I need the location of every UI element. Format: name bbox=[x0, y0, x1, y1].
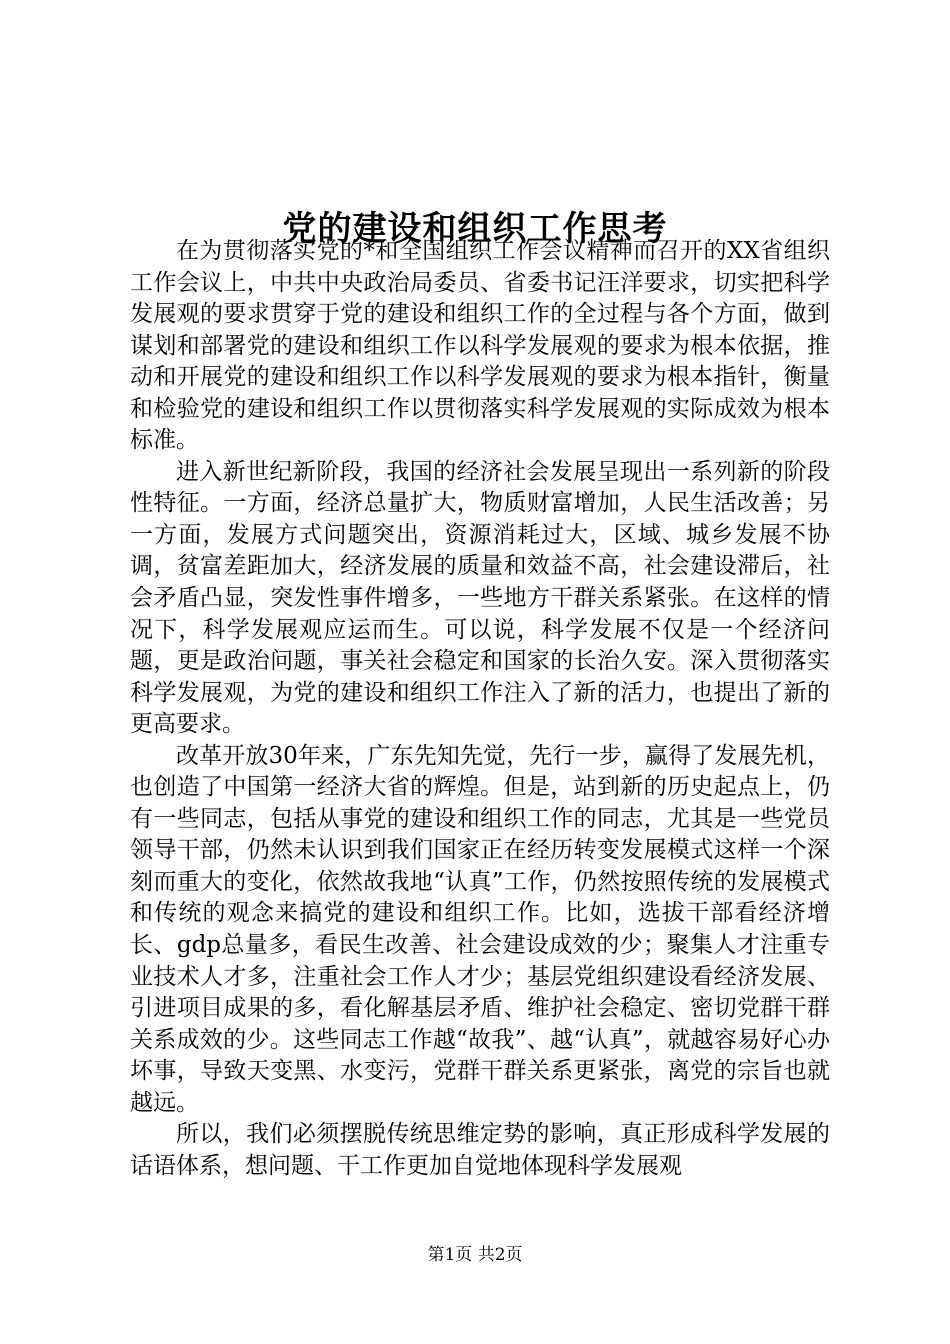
body-paragraph: 进入新世纪新阶段，我国的经济社会发展呈现出一系列新的阶段性特征。一方面，经济总量扩大，物质财富增加，人民生活改善；另一方面，发展方式问题突出，资源消耗过大，区域、城乡发展不协调，贫富差距加大，经济发展的质量和效益不高，社会建设滞后，社会矛盾凸显，突发性事件增多，一些地方干群关系紧张。在这样的情况下，科学发展观应运而生。可以说，科学发展不仅是一个经济问题，更是政治问题，事关社会稳定和国家的长治久安。深入贯彻落实科学发展观，为党的建设和组织工作注入了新的活力，也提出了新的更高要求。 bbox=[130, 458, 830, 738]
body-paragraph: 改革开放30年来，广东先知先觉，先行一步，赢得了发展先机，也创造了中国第一经济大省的辉煌。但是，站到新的历史起点上，仍有一些同志，包括从事党的建设和组织工作的同志，尤其是一些党员领导干部，仍然未认识到我们国家正在经历转变发展模式这样一个深刻而重大的变化，依然故我地“认真”工作，仍然按照传统的发展模式和传统的观念来搞党的建设和组织工作。比如，选拔干部看经济增长、gdp总量多，看民生改善、社会建设成效的少；聚集人才注重专业技术人才多，注重社会工作人才少；基层党组织建设看经济发展、引进项目成果的多，看化解基层矛盾、维护社会稳定、密切党群干群关系成效的少。这些同志工作越“故我”、越“认真”，就越容易好心办坏事，导致天变黑、水变污，党群干群关系更紧张，离党的宗旨也就越远。 bbox=[130, 742, 830, 1116]
body-paragraph: 在为贯彻落实党的*和全国组织工作会议精神而召开的XX省组织工作会议上，中共中央政治局委员、省委书记汪洋要求，切实把科学发展观的要求贯穿于党的建设和组织工作的全过程与各个方面，做到谋划和部署党的建设和组织工作以科学发展观的要求为根本依据，推动和开展党的建设和组织工作以科学发展观的要求为根本指针，衡量和检验党的建设和组织工作以贯彻落实科学发展观的实际成效为根本标准。 bbox=[130, 238, 830, 454]
body-paragraph: 所以，我们必须摆脱传统思维定势的影响，真正形成科学发展的话语体系，想问题、干工作更加自觉地体现科学发展观 bbox=[130, 1121, 830, 1179]
document-body bbox=[130, 236, 830, 1182]
page-number-footer: 第1页 共2页 bbox=[427, 1245, 523, 1265]
document-title: 党的建设和组织工作思考 bbox=[282, 208, 668, 249]
